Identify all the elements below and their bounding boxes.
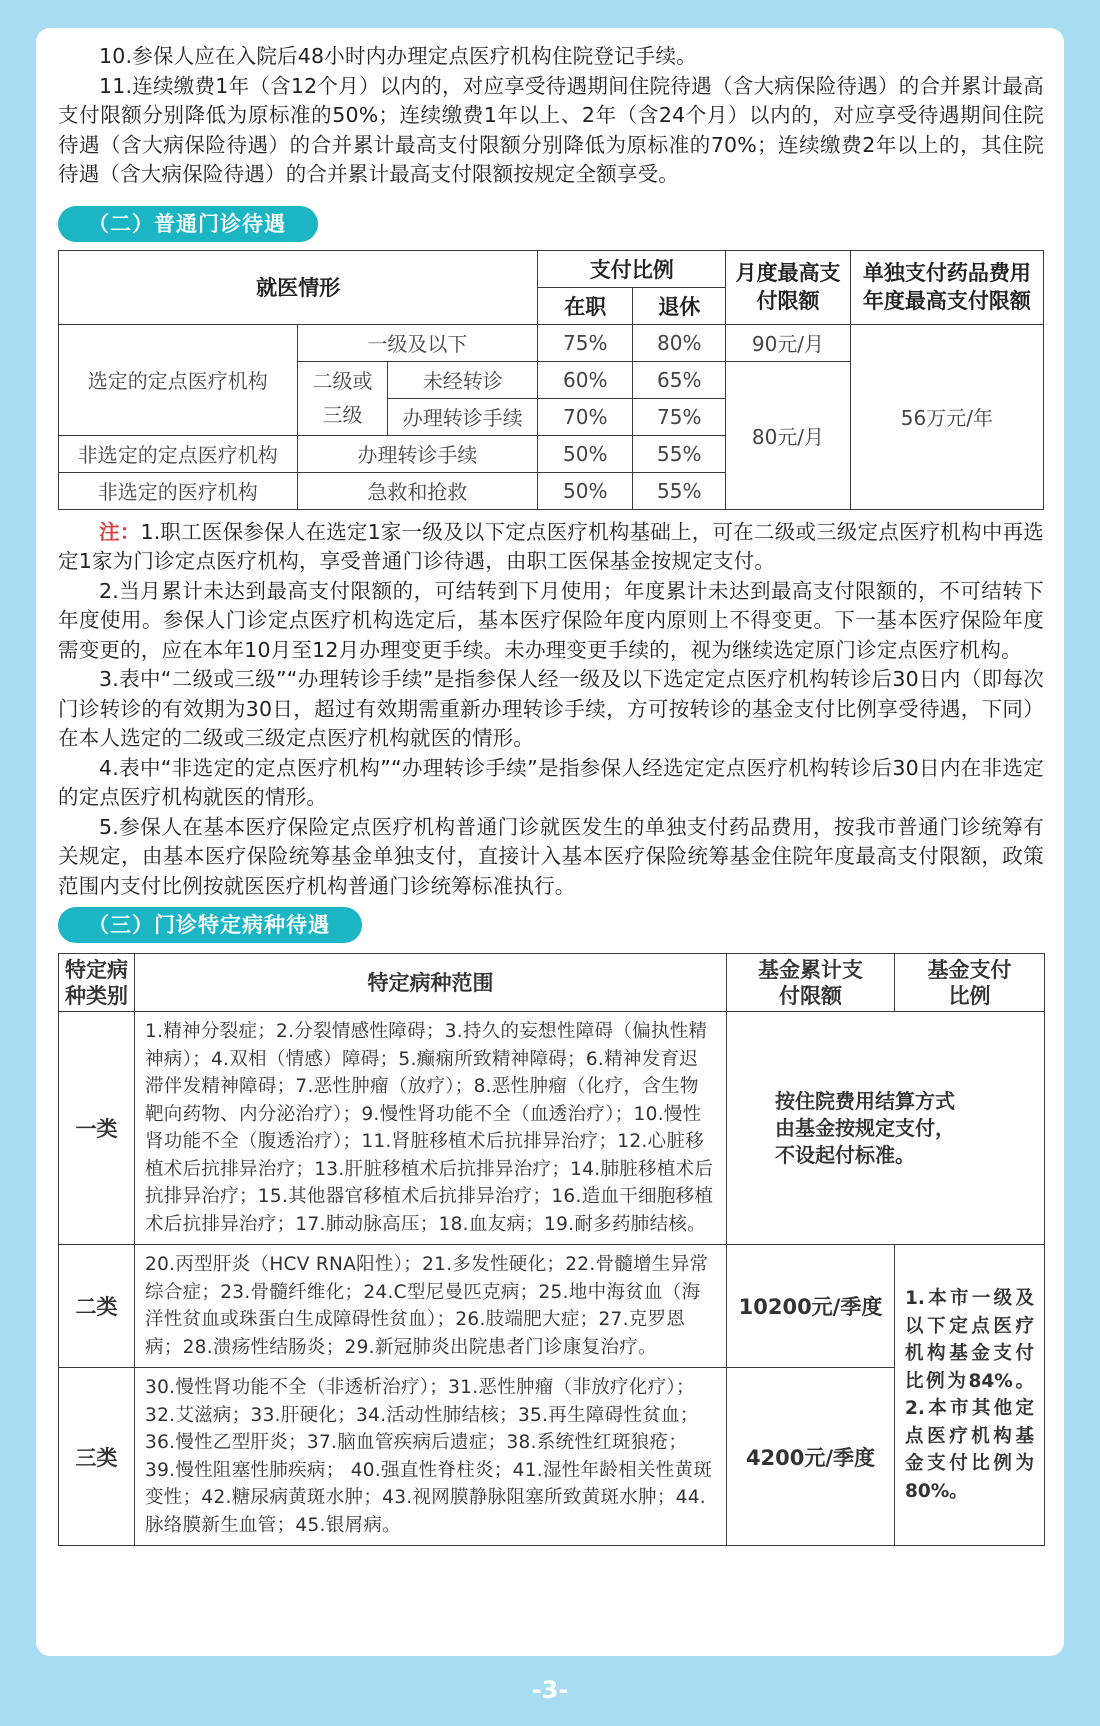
category-2-scope: 20.丙型肝炎（HCV RNA阳性）；21.多发性硬化；22.骨髓增生异常综合症；23.骨髓纤维化；24.C型尼曼匹克病；25.地中海贫血（海洋性贫血或珠蛋白生成障碍性贫血）；26.肢端肥大症；27.克罗恩病；28.溃疡性结肠炎；29.新冠肺炎出院患者门诊康复治疗。	[135, 1245, 727, 1368]
col-category: 特定病种类别	[59, 954, 135, 1012]
cell-r5-employed: 50%	[538, 472, 633, 509]
item-11: 11.连续缴费1年（含12个月）以内的，对应享受待遇期间住院待遇（含大病保险待遇）的合并累计最高支付限额分别降低为原标准的50%；连续缴费1年以上、2年（含24个月）以内的，对应享受待遇期间住院待遇（含大病保险待遇）的合并累计最高支付限额分别降低为原标准的70%；连续缴费2年以上的，其住院待遇（含大病保险待遇）的合并累计最高支付限额按规定全额享受。	[58, 73, 1044, 186]
col-fund-ratio: 基金支付比例	[895, 954, 1045, 1012]
col-scope: 特定病种范围	[135, 954, 727, 1012]
note-4: 4.表中“非选定的定点医疗机构”“办理转诊手续”是指参保人经选定定点医疗机构转诊后30日内在非选定的定点医疗机构就医的情形。	[58, 755, 1044, 809]
category-3-limit: 4200元/季度	[727, 1368, 895, 1546]
col-situation: 就医情形	[59, 250, 538, 324]
category-2: 二类	[59, 1245, 135, 1368]
cell-r4-retired: 55%	[633, 435, 726, 472]
section2-title: （二）普通门诊待遇	[58, 206, 318, 242]
note-3: 3.表中“二级或三级”“办理转诊手续”是指参保人经一级及以下选定定点医疗机构转诊后30日内（即每次门诊转诊的有效期为30日，超过有效期需重新办理转诊手续，方可按转诊的基金支付比例享受待遇，下同）在本人选定的二级或三级定点医疗机构就医的情形。	[58, 667, 1044, 750]
note-label: 注：	[99, 519, 141, 544]
cell-r3-retired: 75%	[633, 398, 726, 435]
row-referral: 办理转诊手续	[388, 398, 538, 435]
cell-r1-employed: 75%	[538, 324, 633, 361]
category-1-scope: 1.精神分裂症；2.分裂情感性障碍；3.持久的妄想性障碍（偏执性精神病）；4.双相（情感）障碍；5.癫痫所致精神障碍；6.精神发育迟滞伴发精神障碍；7.恶性肿瘤（放疗）；8.恶性肿瘤（化疗，含生物靶向药物、内分泌治疗）；9.慢性肾功能不全（血透治疗）；10.慢性肾功能不全（腹透治疗）；11.肾脏移植术后抗排异治疗；12.心脏移植术后抗排异治疗；13.肝脏移植术后抗排异治疗；14.肺脏移植术后抗排异治疗；15.其他器官移植术后抗排异治疗；16.造血干细胞移植术后抗排异治疗；17.肺动脉高压；18.血友病；19.耐多药肺结核。	[135, 1012, 727, 1245]
col-ratio: 支付比例	[538, 250, 726, 287]
cell-limit-90: 90元/月	[726, 324, 851, 361]
cell-r4-employed: 50%	[538, 435, 633, 472]
settlement-line-3: 不设起付标准。	[775, 1142, 915, 1167]
cell-r2-employed: 60%	[538, 361, 633, 398]
cell-r3-employed: 70%	[538, 398, 633, 435]
outpatient-table	[58, 250, 1044, 510]
note-1	[58, 518, 1044, 577]
cell-r1-retired: 80%	[633, 324, 726, 361]
category-1: 一类	[59, 1012, 135, 1245]
cell-r2-retired: 65%	[633, 361, 726, 398]
settlement-line-2: 由基金按规定支付，	[775, 1115, 955, 1140]
cell-r5-retired: 55%	[633, 472, 726, 509]
row-unselected: 非选定的医疗机构	[59, 472, 298, 509]
note-2: 2.当月累计未达到最高支付限额的，可结转到下月使用；年度累计未达到最高支付限额的，不可结转下年度使用。参保人门诊定点医疗机构选定后，基本医疗保险年度内原则上不得变更。下一基本医疗保险年度需变更的，应在本年10月至12月办理变更手续。未办理变更手续的，视为继续选定原门诊定点医疗机构。	[58, 578, 1044, 662]
fund-ratio-text: 1.本市一级及以下定点医疗机构基金支付比例为84%。2.本市其他定点医疗机构基金支付比例为80%。	[895, 1245, 1045, 1546]
settlement-line-1: 按住院费用结算方式	[775, 1088, 955, 1113]
note-1-text: 1.职工医保参保人在选定1家一级及以下定点医疗机构基础上，可在二级或三级定点医疗机构中再选定1家为门诊定点医疗机构，享受普通门诊待遇，由职工医保基金按规定支付。	[58, 519, 1044, 573]
section3-title: （三）门诊特定病种待遇	[58, 907, 362, 943]
page-number: -3-	[531, 1676, 569, 1704]
col-limit: 基金累计支付限额	[727, 954, 895, 1012]
col-employed: 在职	[538, 287, 633, 324]
category-3-scope: 30.慢性肾功能不全（非透析治疗）；31.恶性肿瘤（非放疗化疗）；32.艾滋病；33.肝硬化；34.活动性肺结核；35.再生障碍性贫血；36.慢性乙型肝炎；37.脑血管疾病后遗症；38.系统性红斑狼疮；39.慢性阻塞性肺疾病； 40.强直性脊柱炎；41.湿性年龄相关性黄斑变性；42.糖尿病黄斑水肿；43.视网膜静脉阻塞所致黄斑水肿；44.脉络膜新生血管；45.银屑病。	[135, 1368, 727, 1546]
note-5: 5.参保人在基本医疗保险定点医疗机构普通门诊就医发生的单独支付药品费用，按我市普通门诊统筹有关规定，由基本医疗保险统筹基金单独支付，直接计入基本医疗保险统筹基金住院年度最高支付限额，政策范围内支付比例按就医医疗机构普通门诊统筹标准执行。	[58, 814, 1044, 898]
category-1-settlement	[727, 1012, 1045, 1245]
content	[58, 42, 1044, 1546]
notes	[58, 518, 1044, 902]
row-unselected-designated: 非选定的定点医疗机构	[59, 435, 298, 472]
section2-header	[58, 206, 1044, 242]
col-drug-limit: 单独支付药品费用年度最高支付限额	[850, 250, 1043, 324]
col-retired: 退休	[633, 287, 726, 324]
row-selected: 选定的定点医疗机构	[59, 324, 298, 435]
section3-header	[58, 907, 1044, 943]
row-emergency: 急救和抢救	[297, 472, 538, 509]
row-level1: 一级及以下	[297, 324, 538, 361]
cell-limit-80: 80元/月	[726, 361, 851, 509]
col-monthly-limit: 月度最高支付限额	[726, 250, 851, 324]
row-level23: 二级或三级	[297, 361, 388, 435]
row-no-referral: 未经转诊	[388, 361, 538, 398]
cell-drug-limit: 56万元/年	[850, 324, 1043, 509]
special-disease-table	[58, 953, 1045, 1546]
row-referral-2: 办理转诊手续	[297, 435, 538, 472]
item-10: 10.参保人应在入院后48小时内办理定点医疗机构住院登记手续。	[99, 44, 697, 68]
category-2-limit: 10200元/季度	[727, 1245, 895, 1368]
category-3: 三类	[59, 1368, 135, 1546]
page-card	[36, 28, 1064, 1656]
